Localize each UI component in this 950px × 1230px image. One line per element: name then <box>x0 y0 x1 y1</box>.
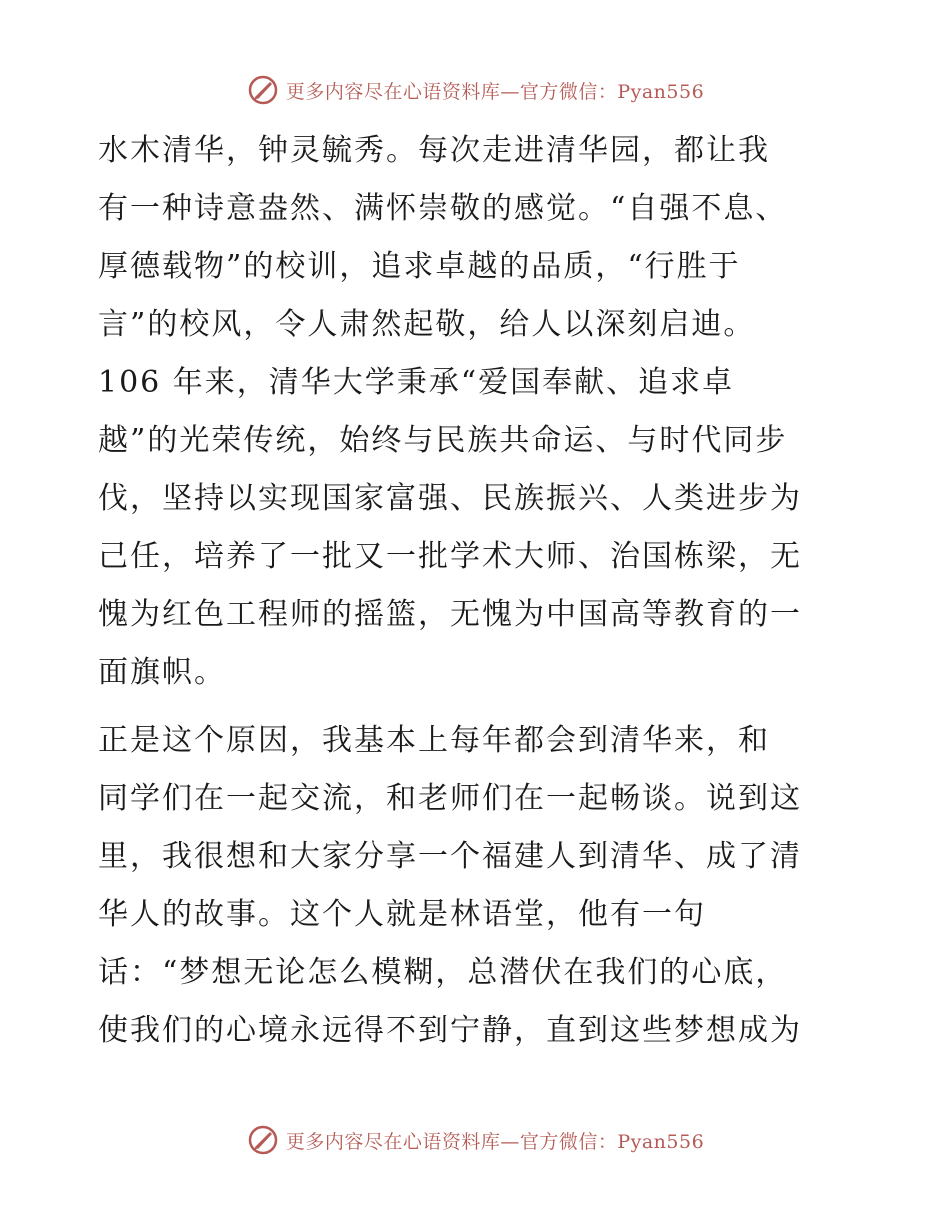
text-line: 话：“梦想无论怎么模糊，总潜伏在我们的心底， <box>98 955 788 990</box>
header-watermark <box>0 70 950 110</box>
text-line: 面旗帜。 <box>98 655 226 690</box>
text-line: 106 年来，清华大学秉承“爱国奉献、追求卓 <box>98 365 735 400</box>
text-line: 言”的校风，令人肃然起敬，给人以深刻启迪。 <box>98 307 756 342</box>
text-line: 厚德载物”的校训，追求卓越的品质，“行胜于 <box>98 249 741 284</box>
watermark-text: 更多内容尽在心语资料库—官方微信：Pyan556 <box>285 80 705 103</box>
text-line: 有一种诗意盎然、满怀崇敬的感觉。“自强不息、 <box>98 191 788 226</box>
footer-watermark <box>0 1120 950 1160</box>
text-line: 愧为红色工程师的摇篮，无愧为中国高等教育的一 <box>98 597 802 632</box>
text-line: 伐，坚持以实现国家富强、民族振兴、人类进步为 <box>98 481 802 516</box>
text-line: 里，我很想和大家分享一个福建人到清华、成了清 <box>98 839 802 874</box>
quill-logo-icon <box>246 73 280 107</box>
text-line: 己任，培养了一批又一批学术大师、治国栋梁，无 <box>98 539 802 574</box>
watermark-text: 更多内容尽在心语资料库—官方微信：Pyan556 <box>285 1130 705 1153</box>
text-line: 华人的故事。这个人就是林语堂，他有一句 <box>98 897 706 932</box>
quill-logo-icon <box>246 1123 280 1157</box>
text-line: 同学们在一起交流，和老师们在一起畅谈。说到这 <box>98 781 802 816</box>
text-line: 越”的光荣传统，始终与民族共命运、与时代同步 <box>98 423 788 458</box>
text-line: 正是这个原因，我基本上每年都会到清华来，和 <box>98 723 770 758</box>
text-line: 使我们的心境永远得不到宁静，直到这些梦想成为 <box>98 1013 802 1048</box>
paragraph-1 <box>98 122 858 702</box>
paragraph-2 <box>98 712 858 1060</box>
document-body <box>98 122 858 1060</box>
text-line: 水木清华，钟灵毓秀。每次走进清华园，都让我 <box>98 133 770 168</box>
